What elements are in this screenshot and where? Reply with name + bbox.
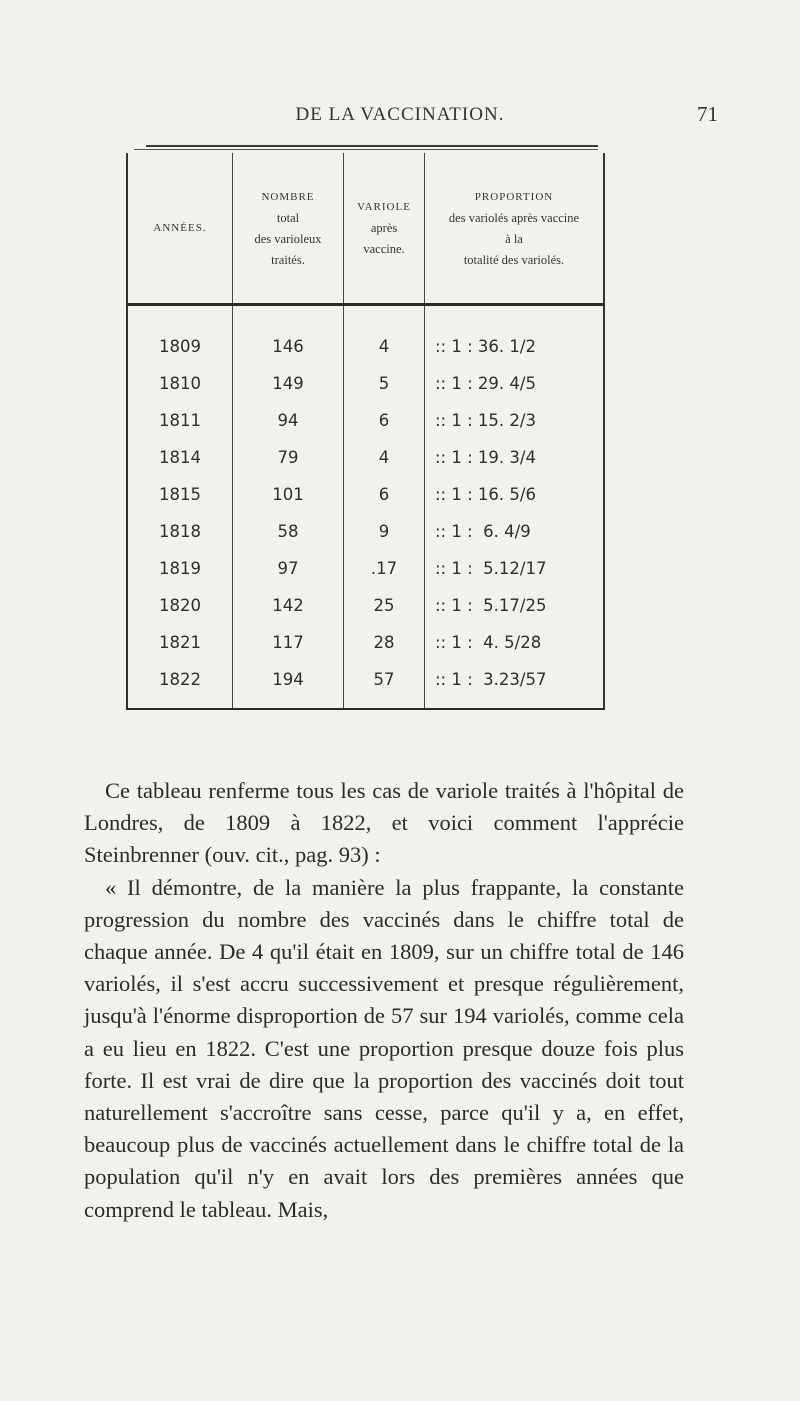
cell-after: 28 <box>344 624 425 661</box>
cell-proportion: :: 1 : 19. 3/4 <box>425 439 605 476</box>
cell-after: 57 <box>344 661 425 709</box>
page-number: 71 <box>697 102 718 126</box>
table-row <box>127 305 604 366</box>
cell-year: 1820 <box>127 587 233 624</box>
vaccination-table <box>126 153 605 710</box>
cell-after: 4 <box>344 439 425 476</box>
table-top-rule <box>146 145 598 147</box>
running-head: DE LA VACCINATION. <box>295 104 505 125</box>
cell-year: 1811 <box>127 402 233 439</box>
cell-proportion: :: 1 : 15. 2/3 <box>425 402 605 439</box>
cell-year: 1818 <box>127 513 233 550</box>
header-patients: NOMBRE total des varioleux traités. <box>233 153 344 305</box>
table-row <box>127 402 604 439</box>
cell-proportion: :: 1 : 16. 5/6 <box>425 476 605 513</box>
cell-proportion: :: 1 : 5.17/25 <box>425 587 605 624</box>
cell-year: 1819 <box>127 550 233 587</box>
table-row <box>127 661 604 709</box>
cell-total: 94 <box>233 402 344 439</box>
cell-total: 117 <box>233 624 344 661</box>
header-proportion: PROPORTION des variolés après vaccine à la totalité des variolés. <box>425 153 605 305</box>
cell-proportion: :: 1 : 36. 1/2 <box>425 305 605 366</box>
cell-year: 1815 <box>127 476 233 513</box>
table-header-row <box>127 153 604 305</box>
cell-year: 1822 <box>127 661 233 709</box>
cell-proportion: :: 1 : 3.23/57 <box>425 661 605 709</box>
paragraph: Ce tableau renferme tous les cas de variole traités à l'hôpital de Londres, de 1809 à 1822, et voici comment l'apprécie Steinbrenner (ouv. cit., pag. 93) : <box>84 778 684 868</box>
cell-total: 194 <box>233 661 344 709</box>
paragraph: « Il démontre, de la manière la plus frappante, la constante progression du nombre des vaccinés dans le chiffre total de chaque année. De 4 qu'il était en 1809, sur un chiffre total de 146 variolés, il s'est accru successivement et presque régulièrement, jusqu'à l'énorme disproportion de 57 sur 194 variolés, comme cela a eu lieu en 1822. C'est une proportion presque douze fois plus forte. Il est vrai de dire que la proportion des vaccinés doit tout naturellement s'accroître sans cesse, parce qu'il y a, en effet, beaucoup plus de vaccinés actuellement dans le chiffre total de la population qu'il n'y en avait lors des premières années que comprend le tableau. Mais, <box>84 874 684 1222</box>
cell-total: 58 <box>233 513 344 550</box>
cell-proportion: :: 1 : 29. 4/5 <box>425 365 605 402</box>
cell-after: 25 <box>344 587 425 624</box>
cell-after: 4 <box>344 305 425 366</box>
table-row <box>127 476 604 513</box>
cell-year: 1821 <box>127 624 233 661</box>
cell-total: 142 <box>233 587 344 624</box>
cell-proportion: :: 1 : 6. 4/9 <box>425 513 605 550</box>
cell-year: 1814 <box>127 439 233 476</box>
cell-total: 146 <box>233 305 344 366</box>
cell-proportion: :: 1 : 4. 5/28 <box>425 624 605 661</box>
cell-year: 1809 <box>127 305 233 366</box>
cell-total: 101 <box>233 476 344 513</box>
page-header <box>0 104 800 134</box>
header-years: ANNÉES. <box>127 153 233 305</box>
cell-after: 6 <box>344 402 425 439</box>
cell-after: .17 <box>344 550 425 587</box>
vaccination-table-container <box>126 145 598 765</box>
table-row <box>127 365 604 402</box>
table-top-rule-thin <box>134 149 598 150</box>
cell-proportion: :: 1 : 5.12/17 <box>425 550 605 587</box>
table-row <box>127 550 604 587</box>
cell-total: 149 <box>233 365 344 402</box>
body-text <box>84 775 684 1226</box>
cell-after: 9 <box>344 513 425 550</box>
table-row <box>127 439 604 476</box>
table-row <box>127 587 604 624</box>
header-variola: VARIOLE après vaccine. <box>344 153 425 305</box>
cell-total: 79 <box>233 439 344 476</box>
cell-after: 6 <box>344 476 425 513</box>
table-row <box>127 624 604 661</box>
cell-year: 1810 <box>127 365 233 402</box>
cell-after: 5 <box>344 365 425 402</box>
table-row <box>127 513 604 550</box>
cell-total: 97 <box>233 550 344 587</box>
